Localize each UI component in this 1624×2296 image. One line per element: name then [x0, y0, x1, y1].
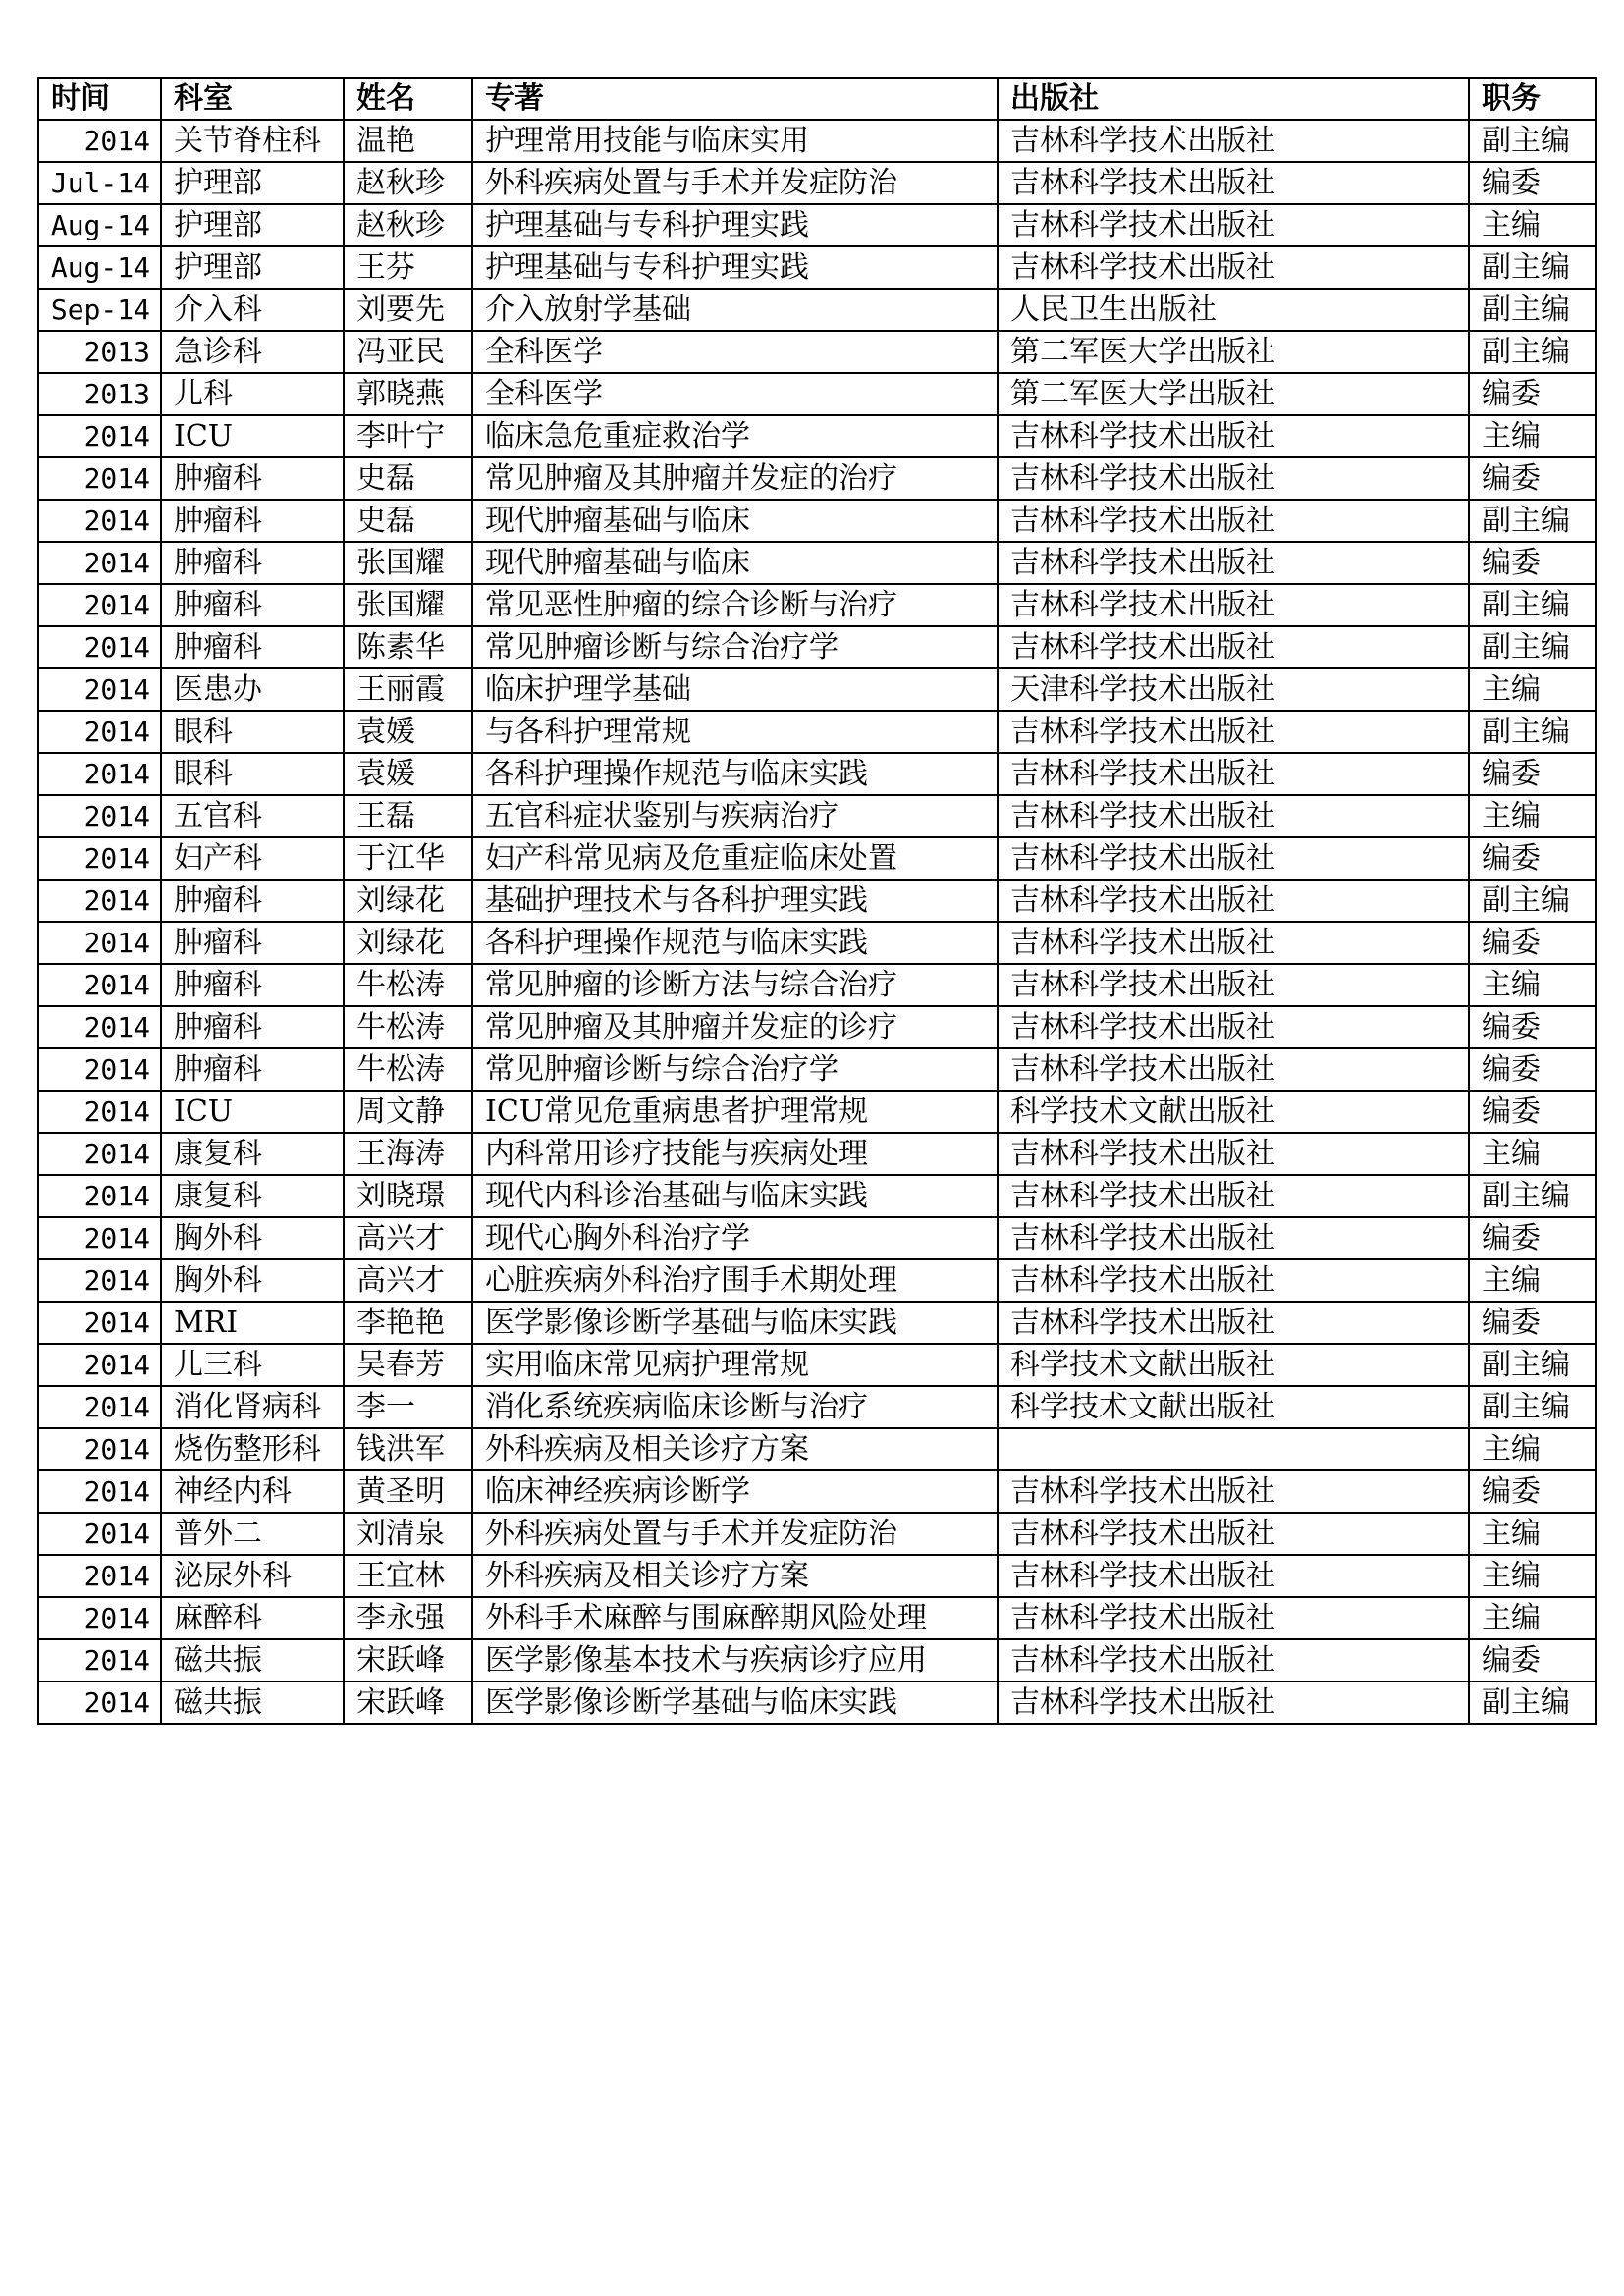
cell-publisher: 吉林科学技术出版社: [998, 1217, 1469, 1259]
cell-dept: 康复科: [161, 1175, 344, 1217]
cell-time: 2014: [38, 753, 161, 795]
table-row: [38, 1091, 1596, 1133]
header-book: 专著: [472, 78, 998, 120]
cell-book: 常见肿瘤及其肿瘤并发症的治疗: [472, 457, 998, 500]
cell-time: 2014: [38, 500, 161, 542]
cell-book: 介入放射学基础: [472, 289, 998, 331]
cell-dept: 护理部: [161, 162, 344, 204]
header-publisher: 出版社: [998, 78, 1469, 120]
table-row: [38, 1259, 1596, 1302]
cell-dept: 消化肾病科: [161, 1386, 344, 1428]
cell-book: 现代肿瘤基础与临床: [472, 500, 998, 542]
cell-publisher: 吉林科学技术出版社: [998, 1259, 1469, 1302]
monograph-table: [37, 77, 1597, 1725]
table-row: [38, 626, 1596, 668]
cell-publisher: 吉林科学技术出版社: [998, 1513, 1469, 1555]
cell-publisher: 吉林科学技术出版社: [998, 1597, 1469, 1639]
cell-role: 编委: [1469, 1470, 1596, 1513]
cell-book: 外科疾病处置与手术并发症防治: [472, 162, 998, 204]
table-row: [38, 1344, 1596, 1386]
cell-role: 主编: [1469, 1259, 1596, 1302]
cell-time: 2014: [38, 1386, 161, 1428]
cell-publisher: 吉林科学技术出版社: [998, 1682, 1469, 1724]
cell-name: 黄圣明: [344, 1470, 472, 1513]
table-row: [38, 162, 1596, 204]
cell-name: 李艳艳: [344, 1302, 472, 1344]
cell-time: 2014: [38, 415, 161, 457]
cell-publisher: 吉林科学技术出版社: [998, 837, 1469, 880]
cell-dept: ICU: [161, 415, 344, 457]
header-role: 职务: [1469, 78, 1596, 120]
cell-dept: 康复科: [161, 1133, 344, 1175]
cell-dept: 泌尿外科: [161, 1555, 344, 1597]
cell-role: 主编: [1469, 1133, 1596, 1175]
cell-name: 于江华: [344, 837, 472, 880]
cell-dept: 神经内科: [161, 1470, 344, 1513]
cell-time: Jul-14: [38, 162, 161, 204]
table-row: [38, 964, 1596, 1006]
cell-name: 史磊: [344, 457, 472, 500]
table-row: [38, 373, 1596, 415]
table-row: [38, 1302, 1596, 1344]
cell-book: 医学影像诊断学基础与临床实践: [472, 1682, 998, 1724]
cell-dept: 肿瘤科: [161, 584, 344, 626]
cell-dept: 肿瘤科: [161, 626, 344, 668]
cell-time: 2014: [38, 922, 161, 964]
table-row: [38, 204, 1596, 246]
table-row: [38, 415, 1596, 457]
cell-role: 编委: [1469, 1639, 1596, 1682]
cell-dept: 肿瘤科: [161, 922, 344, 964]
cell-time: 2014: [38, 1344, 161, 1386]
cell-book: 妇产科常见病及危重症临床处置: [472, 837, 998, 880]
cell-dept: ICU: [161, 1091, 344, 1133]
cell-dept: 胸外科: [161, 1217, 344, 1259]
cell-time: 2014: [38, 1428, 161, 1470]
cell-name: 赵秋珍: [344, 162, 472, 204]
table-row: [38, 922, 1596, 964]
cell-time: 2014: [38, 1048, 161, 1091]
monograph-sheet: [37, 77, 1595, 1725]
table-row: [38, 584, 1596, 626]
cell-role: 副主编: [1469, 120, 1596, 162]
cell-name: 宋跃峰: [344, 1682, 472, 1724]
cell-book: 临床神经疾病诊断学: [472, 1470, 998, 1513]
cell-time: 2014: [38, 837, 161, 880]
cell-publisher: 吉林科学技术出版社: [998, 964, 1469, 1006]
cell-name: 吴春芳: [344, 1344, 472, 1386]
cell-book: 各科护理操作规范与临床实践: [472, 753, 998, 795]
cell-time: 2014: [38, 1639, 161, 1682]
cell-publisher: 第二军医大学出版社: [998, 373, 1469, 415]
cell-time: 2013: [38, 331, 161, 373]
cell-publisher: 科学技术文献出版社: [998, 1091, 1469, 1133]
cell-dept: 麻醉科: [161, 1597, 344, 1639]
cell-role: 编委: [1469, 922, 1596, 964]
cell-publisher: 吉林科学技术出版社: [998, 246, 1469, 289]
cell-publisher: 吉林科学技术出版社: [998, 415, 1469, 457]
cell-time: 2014: [38, 626, 161, 668]
cell-time: 2014: [38, 1091, 161, 1133]
cell-name: 陈素华: [344, 626, 472, 668]
cell-name: 刘晓璟: [344, 1175, 472, 1217]
cell-role: 主编: [1469, 415, 1596, 457]
cell-role: 编委: [1469, 1006, 1596, 1048]
cell-book: 外科疾病及相关诊疗方案: [472, 1555, 998, 1597]
cell-publisher: 吉林科学技术出版社: [998, 162, 1469, 204]
cell-time: 2014: [38, 1470, 161, 1513]
cell-publisher: 吉林科学技术出版社: [998, 457, 1469, 500]
cell-dept: 肿瘤科: [161, 880, 344, 922]
cell-time: 2014: [38, 1175, 161, 1217]
cell-name: 王宜林: [344, 1555, 472, 1597]
cell-publisher: 吉林科学技术出版社: [998, 753, 1469, 795]
cell-book: 基础护理技术与各科护理实践: [472, 880, 998, 922]
cell-publisher: 吉林科学技术出版社: [998, 542, 1469, 584]
table-row: [38, 1470, 1596, 1513]
cell-dept: 医患办: [161, 668, 344, 711]
cell-time: 2013: [38, 373, 161, 415]
cell-time: 2014: [38, 1513, 161, 1555]
cell-role: 主编: [1469, 1555, 1596, 1597]
cell-time: 2014: [38, 1133, 161, 1175]
cell-role: 主编: [1469, 668, 1596, 711]
table-row: [38, 1048, 1596, 1091]
table-row: [38, 753, 1596, 795]
table-row: [38, 795, 1596, 837]
cell-book: 五官科症状鉴别与疾病治疗: [472, 795, 998, 837]
header-time: 时间: [38, 78, 161, 120]
cell-publisher: 吉林科学技术出版社: [998, 1302, 1469, 1344]
cell-dept: 儿科: [161, 373, 344, 415]
cell-publisher: 吉林科学技术出版社: [998, 922, 1469, 964]
cell-name: 刘清泉: [344, 1513, 472, 1555]
cell-time: 2014: [38, 964, 161, 1006]
cell-book: 临床护理学基础: [472, 668, 998, 711]
cell-name: 钱洪军: [344, 1428, 472, 1470]
cell-publisher: 吉林科学技术出版社: [998, 1048, 1469, 1091]
cell-book: 全科医学: [472, 373, 998, 415]
cell-role: 副主编: [1469, 246, 1596, 289]
cell-time: 2014: [38, 542, 161, 584]
header-dept: 科室: [161, 78, 344, 120]
cell-dept: 磁共振: [161, 1682, 344, 1724]
cell-book: 消化系统疾病临床诊断与治疗: [472, 1386, 998, 1428]
cell-book: 现代肿瘤基础与临床: [472, 542, 998, 584]
header-name: 姓名: [344, 78, 472, 120]
cell-publisher: 第二军医大学出版社: [998, 331, 1469, 373]
table-row: [38, 1513, 1596, 1555]
cell-book: 医学影像诊断学基础与临床实践: [472, 1302, 998, 1344]
cell-name: 张国耀: [344, 584, 472, 626]
cell-name: 王丽霞: [344, 668, 472, 711]
table-row: [38, 880, 1596, 922]
cell-name: 冯亚民: [344, 331, 472, 373]
table-row: [38, 1639, 1596, 1682]
cell-time: Sep-14: [38, 289, 161, 331]
cell-role: 编委: [1469, 837, 1596, 880]
cell-name: 刘要先: [344, 289, 472, 331]
cell-time: Aug-14: [38, 204, 161, 246]
cell-name: 袁媛: [344, 753, 472, 795]
cell-publisher: 吉林科学技术出版社: [998, 880, 1469, 922]
cell-name: 牛松涛: [344, 964, 472, 1006]
cell-dept: 肿瘤科: [161, 500, 344, 542]
cell-time: 2014: [38, 120, 161, 162]
table-row: [38, 246, 1596, 289]
cell-publisher: [998, 1428, 1469, 1470]
cell-dept: 眼科: [161, 711, 344, 753]
cell-book: 实用临床常见病护理常规: [472, 1344, 998, 1386]
table-body: [38, 120, 1596, 1724]
cell-time: 2014: [38, 668, 161, 711]
cell-dept: 胸外科: [161, 1259, 344, 1302]
table-row: [38, 1597, 1596, 1639]
cell-publisher: 吉林科学技术出版社: [998, 1175, 1469, 1217]
cell-publisher: 吉林科学技术出版社: [998, 626, 1469, 668]
cell-book: 现代心胸外科治疗学: [472, 1217, 998, 1259]
cell-role: 副主编: [1469, 331, 1596, 373]
table-row: [38, 837, 1596, 880]
cell-role: 副主编: [1469, 880, 1596, 922]
cell-publisher: 天津科学技术出版社: [998, 668, 1469, 711]
cell-role: 主编: [1469, 964, 1596, 1006]
cell-dept: 肿瘤科: [161, 1048, 344, 1091]
cell-publisher: 科学技术文献出版社: [998, 1386, 1469, 1428]
cell-dept: 急诊科: [161, 331, 344, 373]
cell-dept: 肿瘤科: [161, 964, 344, 1006]
cell-time: 2014: [38, 1217, 161, 1259]
table-row: [38, 457, 1596, 500]
cell-role: 主编: [1469, 1428, 1596, 1470]
cell-name: 李叶宁: [344, 415, 472, 457]
cell-book: 常见肿瘤诊断与综合治疗学: [472, 626, 998, 668]
cell-name: 高兴才: [344, 1217, 472, 1259]
table-row: [38, 331, 1596, 373]
cell-role: 副主编: [1469, 1175, 1596, 1217]
cell-publisher: 科学技术文献出版社: [998, 1344, 1469, 1386]
cell-publisher: 吉林科学技术出版社: [998, 1133, 1469, 1175]
table-row: [38, 1555, 1596, 1597]
cell-dept: 磁共振: [161, 1639, 344, 1682]
cell-dept: 介入科: [161, 289, 344, 331]
cell-name: 周文静: [344, 1091, 472, 1133]
cell-book: 与各科护理常规: [472, 711, 998, 753]
cell-book: 医学影像基本技术与疾病诊疗应用: [472, 1639, 998, 1682]
cell-dept: 普外二: [161, 1513, 344, 1555]
cell-publisher: 吉林科学技术出版社: [998, 1470, 1469, 1513]
cell-book: 心脏疾病外科治疗围手术期处理: [472, 1259, 998, 1302]
cell-name: 袁媛: [344, 711, 472, 753]
cell-name: 刘绿花: [344, 922, 472, 964]
cell-publisher: 吉林科学技术出版社: [998, 711, 1469, 753]
cell-role: 编委: [1469, 1091, 1596, 1133]
cell-book: 常见肿瘤的诊断方法与综合治疗: [472, 964, 998, 1006]
table-row: [38, 542, 1596, 584]
cell-book: 护理常用技能与临床实用: [472, 120, 998, 162]
cell-time: 2014: [38, 880, 161, 922]
cell-name: 郭晓燕: [344, 373, 472, 415]
cell-book: 外科疾病及相关诊疗方案: [472, 1428, 998, 1470]
cell-dept: 妇产科: [161, 837, 344, 880]
cell-role: 副主编: [1469, 1344, 1596, 1386]
cell-publisher: 吉林科学技术出版社: [998, 1555, 1469, 1597]
header-row: [38, 78, 1596, 120]
cell-name: 王芬: [344, 246, 472, 289]
cell-role: 编委: [1469, 457, 1596, 500]
cell-book: 护理基础与专科护理实践: [472, 246, 998, 289]
cell-dept: 肿瘤科: [161, 457, 344, 500]
cell-book: 各科护理操作规范与临床实践: [472, 922, 998, 964]
table-row: [38, 1386, 1596, 1428]
cell-dept: 眼科: [161, 753, 344, 795]
cell-time: 2014: [38, 584, 161, 626]
table-row: [38, 1682, 1596, 1724]
cell-role: 编委: [1469, 753, 1596, 795]
table-row: [38, 1217, 1596, 1259]
cell-time: 2014: [38, 1597, 161, 1639]
cell-dept: 肿瘤科: [161, 1006, 344, 1048]
cell-book: 常见恶性肿瘤的综合诊断与治疗: [472, 584, 998, 626]
cell-publisher: 吉林科学技术出版社: [998, 584, 1469, 626]
table-row: [38, 1428, 1596, 1470]
cell-role: 编委: [1469, 373, 1596, 415]
cell-book: 现代内科诊治基础与临床实践: [472, 1175, 998, 1217]
cell-dept: 五官科: [161, 795, 344, 837]
cell-publisher: 吉林科学技术出版社: [998, 1639, 1469, 1682]
cell-dept: 肿瘤科: [161, 542, 344, 584]
cell-time: Aug-14: [38, 246, 161, 289]
cell-name: 温艳: [344, 120, 472, 162]
cell-name: 张国耀: [344, 542, 472, 584]
cell-role: 编委: [1469, 1048, 1596, 1091]
cell-name: 赵秋珍: [344, 204, 472, 246]
cell-publisher: 人民卫生出版社: [998, 289, 1469, 331]
cell-time: 2014: [38, 1259, 161, 1302]
cell-dept: MRI: [161, 1302, 344, 1344]
cell-book: 临床急危重症救治学: [472, 415, 998, 457]
table-row: [38, 711, 1596, 753]
cell-time: 2014: [38, 795, 161, 837]
cell-time: 2014: [38, 457, 161, 500]
cell-publisher: 吉林科学技术出版社: [998, 500, 1469, 542]
cell-time: 2014: [38, 1682, 161, 1724]
table-row: [38, 500, 1596, 542]
cell-role: 副主编: [1469, 500, 1596, 542]
cell-role: 主编: [1469, 1597, 1596, 1639]
cell-book: 常见肿瘤诊断与综合治疗学: [472, 1048, 998, 1091]
cell-book: 外科手术麻醉与围麻醉期风险处理: [472, 1597, 998, 1639]
cell-role: 编委: [1469, 1217, 1596, 1259]
cell-role: 主编: [1469, 1513, 1596, 1555]
cell-book: ICU常见危重病患者护理常规: [472, 1091, 998, 1133]
cell-name: 高兴才: [344, 1259, 472, 1302]
table-row: [38, 1006, 1596, 1048]
cell-book: 全科医学: [472, 331, 998, 373]
cell-role: 副主编: [1469, 1386, 1596, 1428]
cell-name: 牛松涛: [344, 1048, 472, 1091]
table-row: [38, 1133, 1596, 1175]
cell-role: 主编: [1469, 204, 1596, 246]
cell-book: 护理基础与专科护理实践: [472, 204, 998, 246]
cell-book: 内科常用诊疗技能与疾病处理: [472, 1133, 998, 1175]
cell-dept: 护理部: [161, 246, 344, 289]
cell-time: 2014: [38, 711, 161, 753]
cell-book: 外科疾病处置与手术并发症防治: [472, 1513, 998, 1555]
cell-name: 宋跃峰: [344, 1639, 472, 1682]
cell-role: 副主编: [1469, 626, 1596, 668]
cell-role: 副主编: [1469, 711, 1596, 753]
cell-name: 李一: [344, 1386, 472, 1428]
cell-dept: 儿三科: [161, 1344, 344, 1386]
cell-role: 编委: [1469, 542, 1596, 584]
cell-time: 2014: [38, 1555, 161, 1597]
cell-role: 主编: [1469, 795, 1596, 837]
cell-name: 刘绿花: [344, 880, 472, 922]
table-row: [38, 289, 1596, 331]
cell-name: 王磊: [344, 795, 472, 837]
table-row: [38, 1175, 1596, 1217]
cell-publisher: 吉林科学技术出版社: [998, 204, 1469, 246]
cell-time: 2014: [38, 1006, 161, 1048]
cell-name: 牛松涛: [344, 1006, 472, 1048]
cell-role: 编委: [1469, 1302, 1596, 1344]
table-row: [38, 120, 1596, 162]
cell-publisher: 吉林科学技术出版社: [998, 1006, 1469, 1048]
cell-role: 副主编: [1469, 289, 1596, 331]
cell-dept: 护理部: [161, 204, 344, 246]
cell-time: 2014: [38, 1302, 161, 1344]
cell-dept: 关节脊柱科: [161, 120, 344, 162]
cell-name: 史磊: [344, 500, 472, 542]
cell-name: 王海涛: [344, 1133, 472, 1175]
cell-name: 李永强: [344, 1597, 472, 1639]
cell-book: 常见肿瘤及其肿瘤并发症的诊疗: [472, 1006, 998, 1048]
cell-role: 副主编: [1469, 1682, 1596, 1724]
cell-role: 副主编: [1469, 584, 1596, 626]
table-row: [38, 668, 1596, 711]
cell-publisher: 吉林科学技术出版社: [998, 795, 1469, 837]
cell-publisher: 吉林科学技术出版社: [998, 120, 1469, 162]
cell-dept: 烧伤整形科: [161, 1428, 344, 1470]
cell-role: 编委: [1469, 162, 1596, 204]
